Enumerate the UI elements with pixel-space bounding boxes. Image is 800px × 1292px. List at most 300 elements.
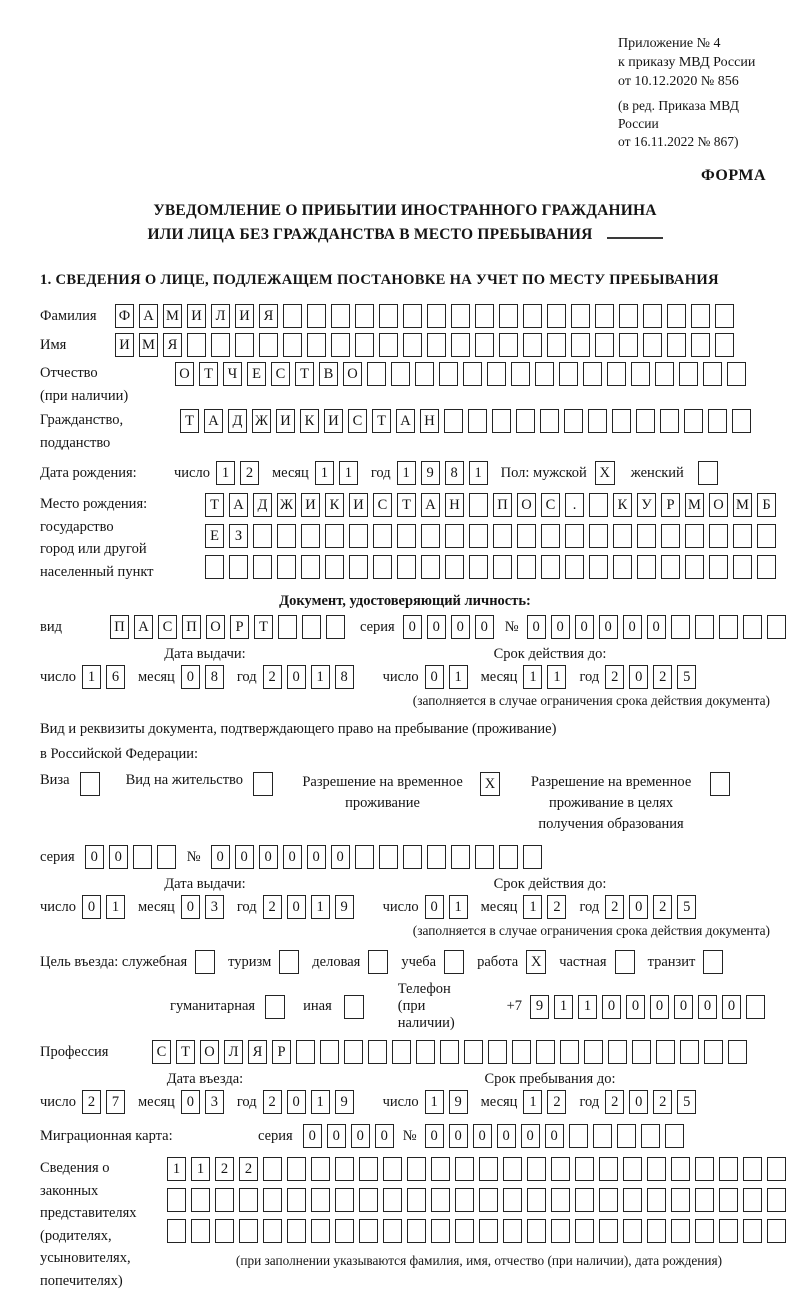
char-cell[interactable] (619, 333, 638, 357)
char-cell[interactable] (263, 1157, 282, 1181)
custody-row1-cells[interactable] (167, 1157, 791, 1181)
char-cell[interactable]: 6 (106, 665, 125, 689)
char-cell[interactable]: 1 (216, 461, 235, 485)
char-cell[interactable] (517, 555, 536, 579)
humanitarian-checkbox[interactable] (265, 995, 285, 1019)
char-cell[interactable] (403, 845, 422, 869)
char-cell[interactable] (695, 1188, 714, 1212)
char-cell[interactable] (479, 1188, 498, 1212)
char-cell[interactable] (475, 304, 494, 328)
char-cell[interactable]: 0 (259, 845, 278, 869)
char-cell[interactable] (767, 615, 786, 639)
patronymic-cells[interactable] (175, 362, 751, 386)
char-cell[interactable]: 2 (215, 1157, 234, 1181)
char-cell[interactable] (733, 555, 752, 579)
char-cell[interactable] (191, 1219, 210, 1243)
migration-series-cells[interactable] (303, 1124, 399, 1148)
char-cell[interactable] (595, 333, 614, 357)
male-checkbox[interactable]: X (595, 461, 615, 485)
char-cell[interactable]: 2 (263, 1090, 282, 1114)
char-cell[interactable] (301, 524, 320, 548)
residence-permit-checkbox[interactable] (253, 772, 273, 796)
char-cell[interactable]: 1 (547, 665, 566, 689)
char-cell[interactable] (499, 304, 518, 328)
doc-series-cells[interactable] (403, 615, 499, 639)
char-cell[interactable]: 0 (451, 615, 470, 639)
char-cell[interactable]: 0 (650, 995, 669, 1019)
char-cell[interactable] (487, 362, 506, 386)
char-cell[interactable] (647, 1157, 666, 1181)
char-cell[interactable] (335, 1219, 354, 1243)
char-cell[interactable]: О (709, 493, 728, 517)
char-cell[interactable] (439, 362, 458, 386)
char-cell[interactable] (516, 409, 535, 433)
char-cell[interactable] (344, 1040, 363, 1064)
permit-issue-day-cells[interactable] (82, 895, 130, 919)
doc-issue-month-cells[interactable] (181, 665, 229, 689)
char-cell[interactable]: 2 (239, 1157, 258, 1181)
char-cell[interactable]: 1 (469, 461, 488, 485)
char-cell[interactable] (685, 555, 704, 579)
transit-checkbox[interactable] (703, 950, 723, 974)
char-cell[interactable] (431, 1157, 450, 1181)
char-cell[interactable] (503, 1157, 522, 1181)
char-cell[interactable]: Ф (115, 304, 134, 328)
char-cell[interactable]: Т (176, 1040, 195, 1064)
surname-cells[interactable] (115, 304, 739, 328)
study-checkbox[interactable] (444, 950, 464, 974)
char-cell[interactable]: А (396, 409, 415, 433)
char-cell[interactable] (335, 1188, 354, 1212)
char-cell[interactable] (493, 555, 512, 579)
char-cell[interactable]: 1 (578, 995, 597, 1019)
char-cell[interactable]: 0 (629, 665, 648, 689)
char-cell[interactable] (215, 1219, 234, 1243)
temp-residence-edu-checkbox[interactable] (710, 772, 730, 796)
char-cell[interactable] (440, 1040, 459, 1064)
char-cell[interactable]: 0 (475, 615, 494, 639)
permit-valid-year-cells[interactable] (605, 895, 701, 919)
char-cell[interactable]: 9 (449, 1090, 468, 1114)
char-cell[interactable]: 3 (205, 895, 224, 919)
citizenship-cells[interactable] (180, 409, 756, 433)
char-cell[interactable]: 0 (425, 665, 444, 689)
char-cell[interactable]: Д (253, 493, 272, 517)
char-cell[interactable]: К (613, 493, 632, 517)
char-cell[interactable] (517, 524, 536, 548)
char-cell[interactable] (416, 1040, 435, 1064)
migration-number-cells[interactable] (425, 1124, 689, 1148)
char-cell[interactable]: Ч (223, 362, 242, 386)
char-cell[interactable] (499, 845, 518, 869)
char-cell[interactable] (541, 524, 560, 548)
char-cell[interactable] (571, 304, 590, 328)
char-cell[interactable] (263, 1219, 282, 1243)
char-cell[interactable] (492, 409, 511, 433)
stay-month-cells[interactable] (523, 1090, 571, 1114)
char-cell[interactable] (397, 524, 416, 548)
char-cell[interactable]: К (325, 493, 344, 517)
char-cell[interactable] (767, 1188, 786, 1212)
char-cell[interactable] (451, 333, 470, 357)
char-cell[interactable] (511, 362, 530, 386)
char-cell[interactable]: 0 (427, 615, 446, 639)
official-checkbox[interactable] (195, 950, 215, 974)
char-cell[interactable] (444, 409, 463, 433)
char-cell[interactable] (560, 1040, 579, 1064)
char-cell[interactable] (463, 362, 482, 386)
char-cell[interactable]: 2 (653, 665, 672, 689)
char-cell[interactable]: А (229, 493, 248, 517)
char-cell[interactable]: 2 (263, 895, 282, 919)
char-cell[interactable]: 1 (311, 1090, 330, 1114)
char-cell[interactable] (527, 1157, 546, 1181)
char-cell[interactable]: Я (163, 333, 182, 357)
char-cell[interactable]: О (200, 1040, 219, 1064)
given-name-cells[interactable] (115, 333, 739, 357)
char-cell[interactable] (684, 409, 703, 433)
char-cell[interactable]: 1 (311, 665, 330, 689)
char-cell[interactable]: Р (230, 615, 249, 639)
char-cell[interactable]: 1 (523, 895, 542, 919)
char-cell[interactable] (523, 845, 542, 869)
char-cell[interactable] (583, 362, 602, 386)
char-cell[interactable]: 1 (167, 1157, 186, 1181)
char-cell[interactable] (455, 1219, 474, 1243)
char-cell[interactable]: 1 (191, 1157, 210, 1181)
char-cell[interactable] (523, 304, 542, 328)
phone-cells[interactable] (530, 995, 770, 1019)
char-cell[interactable] (277, 524, 296, 548)
char-cell[interactable] (715, 304, 734, 328)
char-cell[interactable]: Д (228, 409, 247, 433)
char-cell[interactable] (575, 1219, 594, 1243)
char-cell[interactable]: 1 (523, 1090, 542, 1114)
char-cell[interactable] (133, 845, 152, 869)
char-cell[interactable]: В (319, 362, 338, 386)
entry-year-cells[interactable] (263, 1090, 359, 1114)
char-cell[interactable] (631, 362, 650, 386)
char-cell[interactable]: 5 (677, 1090, 696, 1114)
char-cell[interactable]: 1 (315, 461, 334, 485)
char-cell[interactable]: И (115, 333, 134, 357)
char-cell[interactable] (278, 615, 297, 639)
char-cell[interactable]: 5 (677, 665, 696, 689)
char-cell[interactable]: 0 (303, 1124, 322, 1148)
char-cell[interactable] (187, 333, 206, 357)
char-cell[interactable]: 0 (181, 1090, 200, 1114)
char-cell[interactable]: 0 (722, 995, 741, 1019)
char-cell[interactable]: 8 (335, 665, 354, 689)
char-cell[interactable] (715, 333, 734, 357)
char-cell[interactable]: 8 (445, 461, 464, 485)
char-cell[interactable] (728, 1040, 747, 1064)
doc-valid-year-cells[interactable] (605, 665, 701, 689)
char-cell[interactable]: 0 (283, 845, 302, 869)
char-cell[interactable]: 1 (106, 895, 125, 919)
char-cell[interactable] (499, 333, 518, 357)
char-cell[interactable]: Л (211, 304, 230, 328)
char-cell[interactable]: 0 (181, 665, 200, 689)
char-cell[interactable] (469, 524, 488, 548)
char-cell[interactable] (661, 555, 680, 579)
char-cell[interactable]: Р (661, 493, 680, 517)
char-cell[interactable] (335, 1157, 354, 1181)
char-cell[interactable]: С (348, 409, 367, 433)
char-cell[interactable] (277, 555, 296, 579)
char-cell[interactable] (451, 845, 470, 869)
char-cell[interactable]: П (493, 493, 512, 517)
char-cell[interactable]: 3 (205, 1090, 224, 1114)
char-cell[interactable] (325, 524, 344, 548)
char-cell[interactable]: 0 (698, 995, 717, 1019)
char-cell[interactable] (619, 304, 638, 328)
char-cell[interactable] (493, 524, 512, 548)
char-cell[interactable] (167, 1188, 186, 1212)
char-cell[interactable] (464, 1040, 483, 1064)
char-cell[interactable]: 0 (473, 1124, 492, 1148)
char-cell[interactable] (647, 1188, 666, 1212)
char-cell[interactable] (311, 1188, 330, 1212)
char-cell[interactable] (656, 1040, 675, 1064)
char-cell[interactable]: 0 (599, 615, 618, 639)
char-cell[interactable] (691, 304, 710, 328)
char-cell[interactable] (685, 524, 704, 548)
char-cell[interactable] (239, 1219, 258, 1243)
char-cell[interactable]: Т (295, 362, 314, 386)
entry-month-cells[interactable] (181, 1090, 229, 1114)
char-cell[interactable] (355, 333, 374, 357)
char-cell[interactable] (527, 1219, 546, 1243)
birth-month-cells[interactable] (315, 461, 363, 485)
char-cell[interactable] (455, 1157, 474, 1181)
char-cell[interactable] (239, 1188, 258, 1212)
char-cell[interactable]: 0 (211, 845, 230, 869)
char-cell[interactable] (427, 333, 446, 357)
tourism-checkbox[interactable] (279, 950, 299, 974)
char-cell[interactable]: 0 (403, 615, 422, 639)
char-cell[interactable] (367, 362, 386, 386)
char-cell[interactable] (667, 304, 686, 328)
char-cell[interactable] (588, 409, 607, 433)
char-cell[interactable] (479, 1219, 498, 1243)
char-cell[interactable] (157, 845, 176, 869)
doc-valid-month-cells[interactable] (523, 665, 571, 689)
char-cell[interactable] (475, 845, 494, 869)
char-cell[interactable] (427, 845, 446, 869)
char-cell[interactable]: 1 (449, 895, 468, 919)
char-cell[interactable] (421, 555, 440, 579)
char-cell[interactable]: 0 (327, 1124, 346, 1148)
birth-day-cells[interactable] (216, 461, 264, 485)
char-cell[interactable] (667, 333, 686, 357)
char-cell[interactable] (589, 493, 608, 517)
char-cell[interactable] (311, 1219, 330, 1243)
birthplace-row3-cells[interactable] (205, 555, 781, 579)
char-cell[interactable] (732, 409, 751, 433)
char-cell[interactable]: 1 (449, 665, 468, 689)
char-cell[interactable]: 0 (602, 995, 621, 1019)
char-cell[interactable] (475, 333, 494, 357)
char-cell[interactable] (512, 1040, 531, 1064)
char-cell[interactable] (211, 333, 230, 357)
char-cell[interactable]: 9 (421, 461, 440, 485)
char-cell[interactable] (564, 409, 583, 433)
char-cell[interactable] (571, 333, 590, 357)
char-cell[interactable]: 0 (575, 615, 594, 639)
char-cell[interactable] (325, 555, 344, 579)
char-cell[interactable]: . (565, 493, 584, 517)
doc-type-cells[interactable] (110, 615, 350, 639)
char-cell[interactable] (320, 1040, 339, 1064)
char-cell[interactable]: П (182, 615, 201, 639)
char-cell[interactable]: И (349, 493, 368, 517)
char-cell[interactable] (607, 362, 626, 386)
char-cell[interactable]: З (229, 524, 248, 548)
char-cell[interactable] (595, 304, 614, 328)
char-cell[interactable]: 0 (527, 615, 546, 639)
visa-checkbox[interactable] (80, 772, 100, 796)
char-cell[interactable]: 2 (263, 665, 282, 689)
char-cell[interactable] (584, 1040, 603, 1064)
char-cell[interactable] (695, 1157, 714, 1181)
char-cell[interactable] (383, 1188, 402, 1212)
char-cell[interactable] (403, 333, 422, 357)
char-cell[interactable]: С (271, 362, 290, 386)
char-cell[interactable] (407, 1219, 426, 1243)
char-cell[interactable]: С (158, 615, 177, 639)
char-cell[interactable]: 0 (674, 995, 693, 1019)
char-cell[interactable] (643, 333, 662, 357)
char-cell[interactable]: 0 (629, 895, 648, 919)
char-cell[interactable] (599, 1157, 618, 1181)
char-cell[interactable]: 0 (623, 615, 642, 639)
char-cell[interactable] (191, 1188, 210, 1212)
private-checkbox[interactable] (615, 950, 635, 974)
char-cell[interactable] (397, 555, 416, 579)
char-cell[interactable] (407, 1188, 426, 1212)
char-cell[interactable] (407, 1157, 426, 1181)
char-cell[interactable] (503, 1188, 522, 1212)
char-cell[interactable]: У (637, 493, 656, 517)
char-cell[interactable]: 9 (335, 895, 354, 919)
char-cell[interactable]: 2 (240, 461, 259, 485)
doc-number-cells[interactable] (527, 615, 791, 639)
char-cell[interactable]: Я (259, 304, 278, 328)
char-cell[interactable] (215, 1188, 234, 1212)
char-cell[interactable] (733, 524, 752, 548)
char-cell[interactable]: Т (397, 493, 416, 517)
char-cell[interactable] (379, 304, 398, 328)
char-cell[interactable] (613, 524, 632, 548)
char-cell[interactable] (695, 1219, 714, 1243)
char-cell[interactable] (565, 524, 584, 548)
char-cell[interactable]: Ж (277, 493, 296, 517)
char-cell[interactable] (767, 1219, 786, 1243)
char-cell[interactable] (523, 333, 542, 357)
char-cell[interactable]: 0 (449, 1124, 468, 1148)
char-cell[interactable] (421, 524, 440, 548)
char-cell[interactable] (575, 1188, 594, 1212)
char-cell[interactable] (373, 524, 392, 548)
permit-series-cells[interactable] (85, 845, 181, 869)
char-cell[interactable] (355, 304, 374, 328)
char-cell[interactable] (391, 362, 410, 386)
char-cell[interactable] (302, 615, 321, 639)
char-cell[interactable] (229, 555, 248, 579)
char-cell[interactable] (704, 1040, 723, 1064)
char-cell[interactable] (617, 1124, 636, 1148)
char-cell[interactable] (468, 409, 487, 433)
stay-year-cells[interactable] (605, 1090, 701, 1114)
permit-valid-day-cells[interactable] (425, 895, 473, 919)
char-cell[interactable]: 0 (629, 1090, 648, 1114)
char-cell[interactable]: И (301, 493, 320, 517)
char-cell[interactable]: Б (757, 493, 776, 517)
char-cell[interactable] (671, 1219, 690, 1243)
char-cell[interactable]: 1 (523, 665, 542, 689)
char-cell[interactable]: 5 (677, 895, 696, 919)
char-cell[interactable] (547, 304, 566, 328)
char-cell[interactable]: М (733, 493, 752, 517)
char-cell[interactable] (307, 304, 326, 328)
char-cell[interactable] (253, 524, 272, 548)
char-cell[interactable] (703, 362, 722, 386)
char-cell[interactable]: 0 (545, 1124, 564, 1148)
char-cell[interactable]: Т (205, 493, 224, 517)
char-cell[interactable] (599, 1188, 618, 1212)
char-cell[interactable]: 0 (551, 615, 570, 639)
profession-cells[interactable] (152, 1040, 752, 1064)
char-cell[interactable] (451, 304, 470, 328)
doc-valid-day-cells[interactable] (425, 665, 473, 689)
char-cell[interactable] (665, 1124, 684, 1148)
char-cell[interactable] (709, 524, 728, 548)
char-cell[interactable]: 0 (109, 845, 128, 869)
char-cell[interactable] (253, 555, 272, 579)
char-cell[interactable]: 1 (425, 1090, 444, 1114)
char-cell[interactable] (311, 1157, 330, 1181)
char-cell[interactable] (746, 995, 765, 1019)
char-cell[interactable] (661, 524, 680, 548)
char-cell[interactable]: 2 (653, 1090, 672, 1114)
char-cell[interactable]: 2 (82, 1090, 101, 1114)
char-cell[interactable] (589, 555, 608, 579)
char-cell[interactable] (536, 1040, 555, 1064)
char-cell[interactable]: 1 (311, 895, 330, 919)
char-cell[interactable] (479, 1157, 498, 1181)
char-cell[interactable] (431, 1188, 450, 1212)
char-cell[interactable]: С (373, 493, 392, 517)
char-cell[interactable] (679, 362, 698, 386)
char-cell[interactable]: 7 (106, 1090, 125, 1114)
business-checkbox[interactable] (368, 950, 388, 974)
char-cell[interactable]: И (187, 304, 206, 328)
char-cell[interactable] (727, 362, 746, 386)
char-cell[interactable]: И (276, 409, 295, 433)
char-cell[interactable] (368, 1040, 387, 1064)
char-cell[interactable] (469, 493, 488, 517)
char-cell[interactable]: Т (180, 409, 199, 433)
char-cell[interactable] (637, 555, 656, 579)
char-cell[interactable] (709, 555, 728, 579)
char-cell[interactable] (632, 1040, 651, 1064)
other-checkbox[interactable] (344, 995, 364, 1019)
char-cell[interactable] (569, 1124, 588, 1148)
char-cell[interactable]: Н (445, 493, 464, 517)
char-cell[interactable] (743, 615, 762, 639)
char-cell[interactable] (551, 1219, 570, 1243)
